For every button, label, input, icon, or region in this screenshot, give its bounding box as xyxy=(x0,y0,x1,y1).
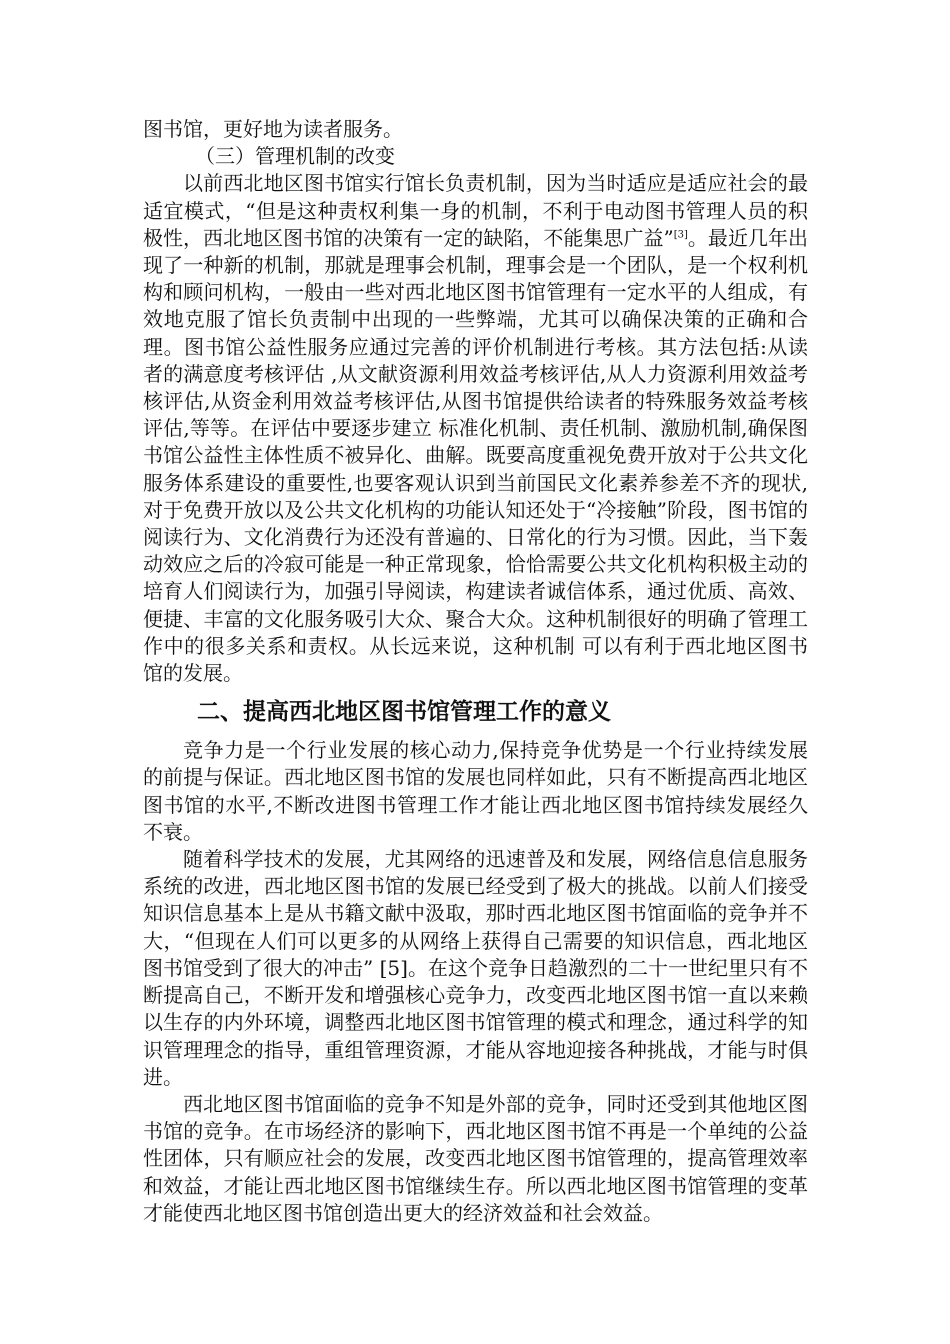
document-body xyxy=(143,116,808,1227)
paragraph-technology-challenge: 随着科学技术的发展，尤其网络的迅速普及和发展，网络信息信息服务系统的改进，西北地区图书馆的发展已经受到了极大的挑战。以前人们接受知识信息基本上是从书籍文献中汲取，那时西北地区图书馆面临的竞争并不大，“但现在人们可以更多的从网络上获得自己需要的知识信息，西北地区图书馆受到了很大的冲击” [5]。在这个竞争日趋激烈的二十一世纪里只有不断提高自己，不断开发和增强核心竞争力，改变西北地区图书馆一直以来赖以生存的内外环境，调整西北地区图书馆管理的模式和理念，通过科学的知识管理理念的指导，重组管理资源，才能从容地迎接各种挑战，才能与时俱进。 xyxy=(143,847,808,1089)
paragraph-competition: 西北地区图书馆面临的竞争不知是外部的竞争，同时还受到其他地区图书馆的竞争。在市场经济的影响下，西北地区图书馆不再是一个单纯的公益性团体，只有顺应社会的发展，改变西北地区图书馆管理的，提高管理效率和效益，才能让西北地区图书馆继续生存。所以西北地区图书馆管理的变革才能使西北地区图书馆创造出更大的经济效益和社会效益。 xyxy=(143,1091,808,1225)
paragraph-competitiveness: 竞争力是一个行业发展的核心动力,保持竞争优势是一个行业持续发展的前提与保证。西北地区图书馆的发展也同样如此，只有不断提高西北地区图书馆的水平,不断改进图书管理工作才能让西北地区图书馆持续发展经久不衰。 xyxy=(143,738,808,844)
section-heading-2: 二、提高西北地区图书馆管理工作的意义 xyxy=(197,699,611,726)
citation-ref-3: [3] xyxy=(673,229,688,241)
paragraph-mechanism-text-b: 。最近几年出现了一种新的机制，那就是理事会机制，理事会是一个团队，是一个权利机构和顾问机构，一般由一些对西北地区图书馆管理有一定水平的人组成，有效地克服了馆长负责制中出现的一些弊端，尤其可以确保决策的正确和合理。图书馆公益性服务应通过完善的评价机制进行考核。其方法包括:从读者的满意度考核评估 ,从文献资源利用效益考核评估,从人力资源利用效益考核评估,从资金利用效益考核评估,从图书馆提供给读者的特殊服务效益考核评估,等等。在评估中要逐步建立 标准化机制、责任机制、激励机制,确保图书馆公益性主体性质不被异化、曲解。既要高度重视免费开放对于公共文化服务体系建设的重要性,也要客观认识到当前国民文化素养参差不齐的现状,对于免费开放以及公共文化机构的功能认知还处于“冷接触”阶段，图书馆的阅读行为、文化消费行为还没有普遍的、日常化的行为习惯。因此，当下轰动效应之后的冷寂可能是一种正常现象，恰恰需要公共文化机构积极主动的培育人们阅读行为，加强引导阅读，构建读者诚信体系，通过优质、高效、便捷、丰富的文化服务吸引大众、聚合大众。这种机制很好的明确了管理工作中的很多关系和责权。从长远来说，这种机制 可以有利于西北地区图书馆的发展。 xyxy=(143,225,809,686)
paragraph-mechanism-text-a: 以前西北地区图书馆实行馆长负责机制，因为当时适应是适应社会的最适宜模式，“但是这种责权利集一身的机制，不利于电动图书管理人员的积极性，西北地区图书馆的决策有一定的缺陷，不能集思广益” xyxy=(143,171,808,250)
subheading-management-mechanism: （三）管理机制的改变 xyxy=(195,144,395,169)
paragraph-continuation: 图书馆，更好地为读者服务。 xyxy=(143,117,403,141)
paragraph-mechanism xyxy=(143,170,808,687)
